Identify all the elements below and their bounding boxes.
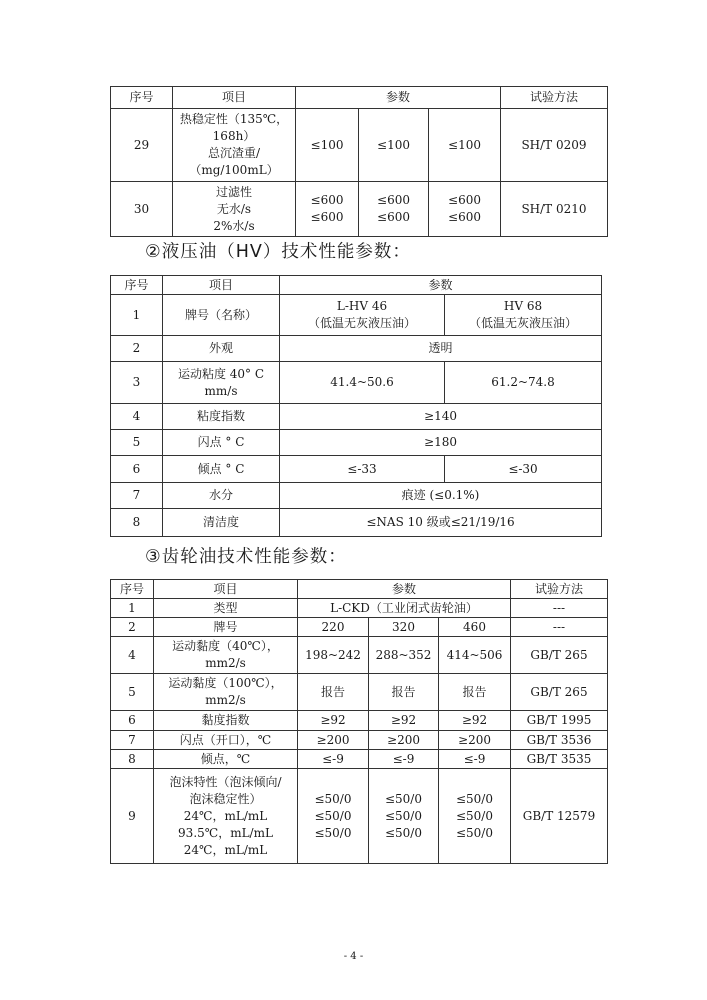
row-no: 1: [111, 295, 163, 336]
header-no: 序号: [111, 87, 173, 109]
row-no: 9: [111, 769, 154, 864]
row-no: 8: [111, 750, 154, 769]
row-value: ≥140: [280, 404, 602, 430]
row-param: ≤600 ≤600: [296, 182, 359, 237]
table-row: [111, 711, 608, 731]
table-row: [111, 336, 602, 362]
row-value: HV 68 （低温无灰液压油）: [445, 295, 602, 336]
header-item: 项目: [154, 580, 298, 599]
row-no: 7: [111, 731, 154, 750]
header-item: 项目: [173, 87, 296, 109]
row-param: 198~242: [298, 637, 369, 674]
table-gear-oil: [110, 579, 608, 864]
header-method: 试验方法: [511, 580, 608, 599]
row-item: 运动黏度（40℃）， mm2/s: [154, 637, 298, 674]
row-no: 4: [111, 404, 163, 430]
table-row: [111, 109, 608, 182]
header-no: 序号: [111, 580, 154, 599]
table-row: [111, 599, 608, 618]
row-value: ≤-33: [280, 456, 445, 483]
row-item: 运动黏度（100℃）， mm2/s: [154, 674, 298, 711]
row-method: GB/T 265: [511, 674, 608, 711]
section-title-gear-oil: ③齿轮油技术性能参数：: [145, 547, 347, 567]
row-item: 过滤性 无水/s 2%水/s: [173, 182, 296, 237]
section-title-hydraulic-oil: ②液压油（HV）技术性能参数：: [145, 242, 411, 262]
table-thermal-filter: [110, 86, 608, 237]
row-param: ≥92: [439, 711, 511, 731]
row-param: 220: [298, 618, 369, 637]
row-no: 30: [111, 182, 173, 237]
row-param: ≤-9: [439, 750, 511, 769]
table-row: [111, 731, 608, 750]
row-no: 8: [111, 509, 163, 537]
row-no: 2: [111, 618, 154, 637]
row-item: 倾点，℃: [154, 750, 298, 769]
row-no: 6: [111, 711, 154, 731]
row-item: 清洁度: [163, 509, 280, 537]
row-type: L-CKD（工业闭式齿轮油）: [298, 599, 511, 618]
table-row: [111, 750, 608, 769]
row-param: ≤50/0 ≤50/0 ≤50/0: [298, 769, 369, 864]
row-item: 运动粘度 40° C mm/s: [163, 362, 280, 404]
row-param: ≤50/0 ≤50/0 ≤50/0: [439, 769, 511, 864]
row-method: GB/T 3535: [511, 750, 608, 769]
table-row: [111, 182, 608, 237]
row-param: ≥200: [439, 731, 511, 750]
header-params: 参数: [296, 87, 501, 109]
row-param: 414~506: [439, 637, 511, 674]
row-param: 报告: [298, 674, 369, 711]
row-value: 透明: [280, 336, 602, 362]
row-param: ≤50/0 ≤50/0 ≤50/0: [369, 769, 439, 864]
table-row: [111, 483, 602, 509]
row-no: 6: [111, 456, 163, 483]
row-method: SH/T 0209: [501, 109, 608, 182]
table-row: [111, 509, 602, 537]
table-hydraulic-oil: [110, 275, 602, 537]
row-param: ≤-9: [369, 750, 439, 769]
row-param: ≤600 ≤600: [359, 182, 429, 237]
row-item: 泡沫特性（泡沫倾向/ 泡沫稳定性） 24℃，mL/mL 93.5℃，mL/mL 24℃，mL/mL: [154, 769, 298, 864]
table-row: [111, 362, 602, 404]
row-param: 460: [439, 618, 511, 637]
row-no: 29: [111, 109, 173, 182]
row-no: 7: [111, 483, 163, 509]
row-param: ≤100: [359, 109, 429, 182]
row-param: ≥92: [369, 711, 439, 731]
row-value: ≥180: [280, 430, 602, 456]
row-param: ≤100: [296, 109, 359, 182]
row-param: 320: [369, 618, 439, 637]
row-item: 牌号（名称）: [163, 295, 280, 336]
table-row: [111, 295, 602, 336]
row-value: ≤NAS 10 级或≤21/19/16: [280, 509, 602, 537]
row-param: ≥200: [298, 731, 369, 750]
table-row: [111, 637, 608, 674]
row-value: 痕迹 (≤0.1%): [280, 483, 602, 509]
header-item: 项目: [163, 276, 280, 295]
row-item: 粘度指数: [163, 404, 280, 430]
row-method: GB/T 265: [511, 637, 608, 674]
header-params: 参数: [298, 580, 511, 599]
row-item: 水分: [163, 483, 280, 509]
row-item: 倾点 ° C: [163, 456, 280, 483]
row-no: 5: [111, 430, 163, 456]
row-item: 闪点 ° C: [163, 430, 280, 456]
row-method: GB/T 12579: [511, 769, 608, 864]
row-param: ≤-9: [298, 750, 369, 769]
row-item: 热稳定性（135℃， 168h） 总沉渣重/ （mg/100mL）: [173, 109, 296, 182]
row-item: 黏度指数: [154, 711, 298, 731]
row-value: L-HV 46 （低温无灰液压油）: [280, 295, 445, 336]
row-param: 288~352: [369, 637, 439, 674]
table-row: [111, 674, 608, 711]
row-no: 3: [111, 362, 163, 404]
row-param: 报告: [439, 674, 511, 711]
row-param: ≤100: [429, 109, 501, 182]
row-item: 闪点（开口），℃: [154, 731, 298, 750]
row-item: 牌号: [154, 618, 298, 637]
row-method: GB/T 1995: [511, 711, 608, 731]
row-value: ≤-30: [445, 456, 602, 483]
row-no: 4: [111, 637, 154, 674]
row-value: 41.4~50.6: [280, 362, 445, 404]
row-value: 61.2~74.8: [445, 362, 602, 404]
header-no: 序号: [111, 276, 163, 295]
table-row: [111, 404, 602, 430]
table-row: [111, 769, 608, 864]
row-param: ≥92: [298, 711, 369, 731]
page-number: - 4 -: [343, 951, 364, 962]
table-row: [111, 618, 608, 637]
row-param: ≥200: [369, 731, 439, 750]
row-no: 1: [111, 599, 154, 618]
row-no: 5: [111, 674, 154, 711]
row-no: 2: [111, 336, 163, 362]
table-row: [111, 456, 602, 483]
row-method: GB/T 3536: [511, 731, 608, 750]
header-params: 参数: [280, 276, 602, 295]
row-item: 外观: [163, 336, 280, 362]
row-param: ≤600 ≤600: [429, 182, 501, 237]
row-param: 报告: [369, 674, 439, 711]
row-item: 类型: [154, 599, 298, 618]
row-method: ---: [511, 599, 608, 618]
row-method: SH/T 0210: [501, 182, 608, 237]
table-row: [111, 430, 602, 456]
table-header-row: [111, 276, 602, 295]
row-method: ---: [511, 618, 608, 637]
table-header-row: [111, 87, 608, 109]
header-method: 试验方法: [501, 87, 608, 109]
table-header-row: [111, 580, 608, 599]
